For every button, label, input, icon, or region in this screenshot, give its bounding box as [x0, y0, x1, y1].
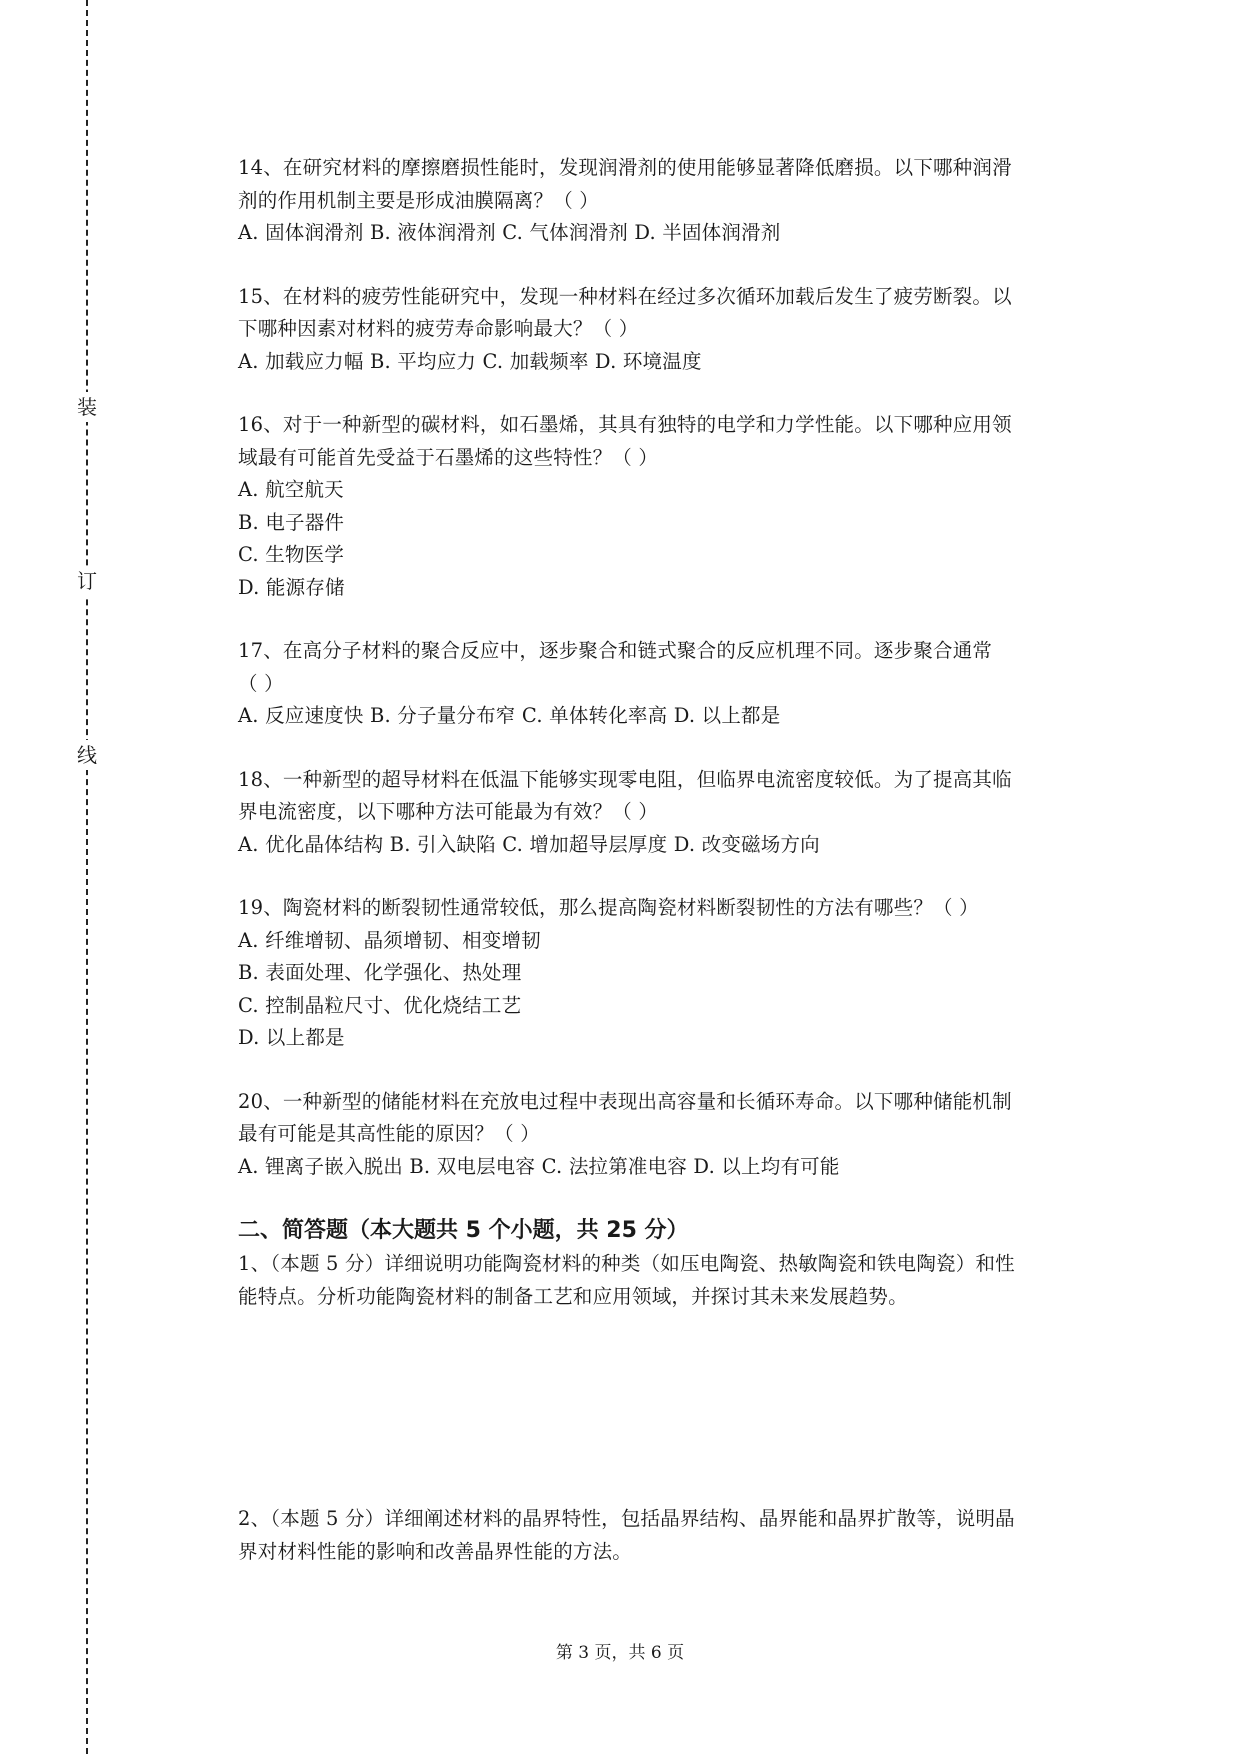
short-answer-2: [238, 1503, 1094, 1568]
page-number: 第 3 页，共 6 页: [555, 1643, 685, 1663]
option-a: A. 航空航天: [238, 478, 344, 501]
question-19: [238, 892, 1094, 1055]
answer-space: [238, 1313, 1094, 1503]
option-c: C. 控制晶粒尺寸、优化烧结工艺: [238, 993, 522, 1017]
option-a: A. 纤维增韧、晶须增韧、相变增韧: [238, 928, 541, 952]
option-b: B. 表面处理、化学强化、热处理: [238, 961, 522, 984]
question-text: 17、在高分子材料的聚合反应中，逐步聚合和链式聚合的反应机理不同。逐步聚合通常: [238, 639, 993, 662]
question-text: 20、一种新型的储能材料在充放电过程中表现出高容量和长循环寿命。以下哪种储能机制: [238, 1089, 1012, 1113]
short-answer-1: [238, 1248, 1094, 1313]
question-20: [238, 1086, 1094, 1184]
question-14: [238, 152, 1094, 250]
option-b: B. 电子器件: [238, 510, 345, 534]
binding-dashed-line: [86, 0, 88, 1754]
question-options: A. 反应速度快 B. 分子量分布窄 C. 单体转化率高 D. 以上都是: [238, 704, 781, 727]
question-16: [238, 409, 1094, 604]
question-text: 界电流密度，以下哪种方法可能最为有效？（ ）: [238, 800, 659, 823]
question-options: A. 优化晶体结构 B. 引入缺陷 C. 增加超导层厚度 D. 改变磁场方向: [238, 832, 820, 856]
question-text: 19、陶瓷材料的断裂韧性通常较低，那么提高陶瓷材料断裂韧性的方法有哪些？（ ）: [238, 896, 979, 919]
short-answer-text: 1、（本题 5 分）详细说明功能陶瓷材料的种类（如压电陶瓷、热敏陶瓷和铁电陶瓷）和性: [238, 1252, 1015, 1275]
question-text: （ ）: [238, 671, 284, 695]
question-options: A. 加载应力幅 B. 平均应力 C. 加载频率 D. 环境温度: [238, 349, 702, 373]
question-text: 18、一种新型的超导材料在低温下能够实现零电阻，但临界电流密度较低。为了提高其临: [238, 767, 1012, 791]
question-15: [238, 281, 1094, 379]
question-18: [238, 764, 1094, 862]
question-text: 14、在研究材料的摩擦磨损性能时，发现润滑剂的使用能够显著降低磨损。以下哪种润滑: [238, 156, 1012, 179]
question-text: 最有可能是其高性能的原因？（ ）: [238, 1122, 540, 1145]
section-title: 二、简答题（本大题共 5 个小题，共 25 分）: [238, 1218, 689, 1243]
question-text: 15、在材料的疲劳性能研究中，发现一种材料在经过多次循环加载后发生了疲劳断裂。以: [238, 284, 1012, 308]
question-text: 剂的作用机制主要是形成油膜隔离？（ ）: [238, 188, 599, 212]
question-options: A. 锂离子嵌入脱出 B. 双电层电容 C. 法拉第准电容 D. 以上均有可能: [238, 1154, 840, 1178]
question-text: 域最有可能首先受益于石墨烯的这些特性？（ ）: [238, 445, 659, 469]
question-17: [238, 635, 1094, 733]
binding-label-ding: 订: [74, 566, 100, 596]
option-c: C. 生物医学: [238, 543, 345, 566]
binding-label-zhuang: 装: [74, 392, 100, 422]
short-answer-text: 界对材料性能的影响和改善晶界性能的方法。: [238, 1539, 633, 1563]
binding-label-xian: 线: [74, 740, 100, 770]
short-answer-text: 能特点。分析功能陶瓷材料的制备工艺和应用领域，并探讨其未来发展趋势。: [238, 1284, 908, 1308]
page-content: [238, 152, 1094, 1568]
question-text: 下哪种因素对材料的疲劳寿命影响最大？（ ）: [238, 317, 639, 340]
question-text: 16、对于一种新型的碳材料，如石墨烯，其具有独特的电学和力学性能。以下哪种应用领: [238, 413, 1012, 436]
option-d: D. 能源存储: [238, 575, 345, 599]
short-answer-text: 2、（本题 5 分）详细阐述材料的晶界特性，包括晶界结构、晶界能和晶界扩散等，说明晶: [238, 1507, 1015, 1530]
question-options: A. 固体润滑剂 B. 液体润滑剂 C. 气体润滑剂 D. 半固体润滑剂: [238, 221, 781, 244]
option-d: D. 以上都是: [238, 1026, 345, 1049]
